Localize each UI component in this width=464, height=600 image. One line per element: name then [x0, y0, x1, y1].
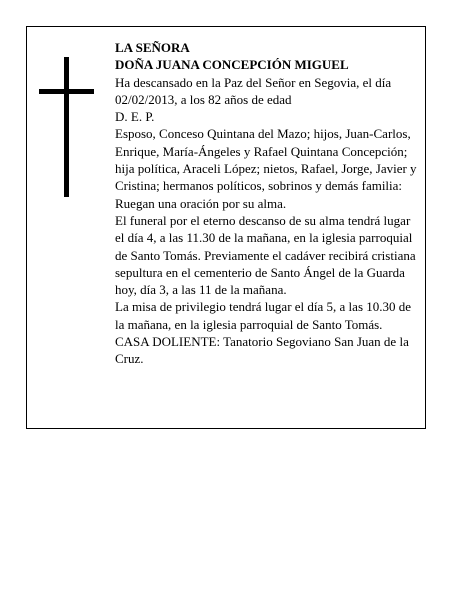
title-la-senora: LA SEÑORA	[115, 40, 190, 55]
deceased-name: DOÑA JUANA CONCEPCIÓN MIGUEL	[115, 57, 349, 73]
prayer-request: Ruegan una oración por su alma.	[115, 195, 287, 211]
obituary-notice	[26, 26, 426, 429]
mass-info: La misa de privilegio tendrá lugar el día 5, a las 10.30 de la mañana, en la iglesia parroquial de Santo Tomás.	[115, 299, 412, 332]
family-list: Esposo, Conceso Quintana del Mazo; hijos, Juan-Carlos, Enrique, María-Ángeles y Rafael Quintana Concepción; hija política, Araceli López; nietos, Rafael, Jorge, Javier y Cristina; hermanos políticos, sobrinos y demás familia:	[115, 126, 417, 194]
death-info: Ha descansado en la Paz del Señor en Segovia, el día 02/02/2013, a los 82 años de edad	[115, 74, 392, 107]
obituary-text	[115, 39, 421, 368]
rip-line: D. E. P.	[115, 109, 155, 125]
mourning-house: CASA DOLIENTE: Tanatorio Segoviano San Juan de la Cruz.	[115, 334, 409, 367]
cross-icon	[39, 57, 94, 197]
funeral-info: El funeral por el eterno descanso de su alma tendrá lugar el día 4, a las 11.30 de la mañana, en la iglesia parroquial de Santo Tomás. Previamente el cadáver recibirá cristiana sepultura en el cementerio de Santo Ángel de la Guarda hoy, día 3, a las 11 de la mañana.	[115, 212, 416, 298]
